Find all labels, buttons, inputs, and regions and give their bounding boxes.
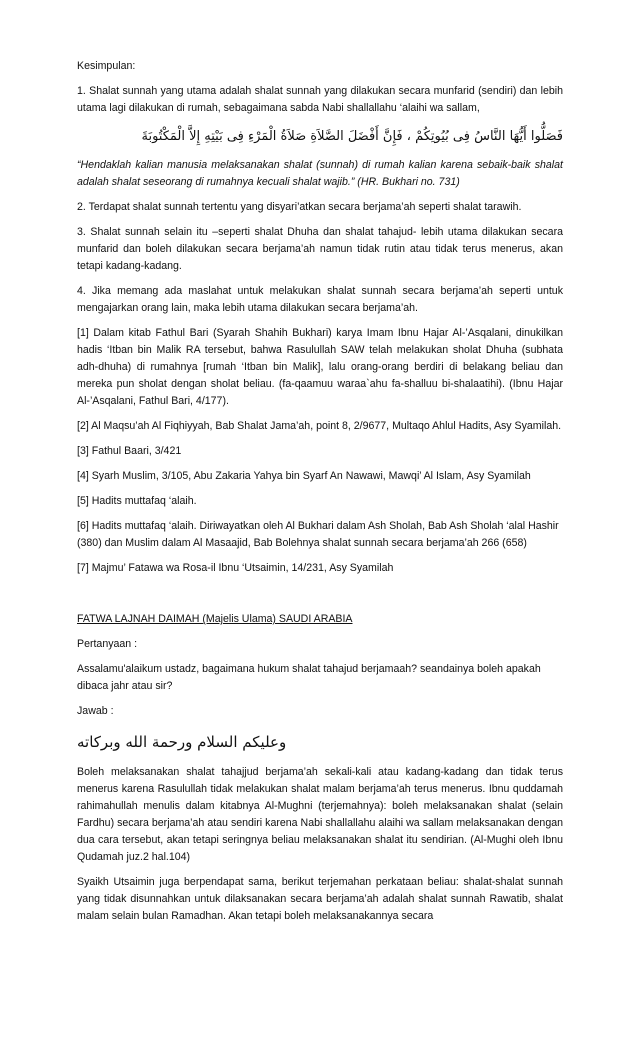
- question-label: Pertanyaan :: [77, 638, 138, 650]
- answer-label: Jawab :: [77, 705, 114, 717]
- question-text: Assalamu'alaikum ustadz, bagaimana hukum shalat tahajud berjamaah? seandainya boleh apakah dibaca jahr atau sir?: [77, 663, 541, 692]
- arabic-hadith: فَصَلُّوا أَيُّهَا النَّاسُ فِى بُيُوتِكُمْ ، فَإِنَّ أَفْضَلَ الصَّلاَةِ صَلاَةُ الْمَرْءِ فِى بَيْتِهِ إِلاَّ الْمَكْتُوبَةَ: [141, 129, 563, 144]
- footnote-5: [5] Hadits muttafaq ‘alaih.: [77, 495, 197, 507]
- fatwa-title: FATWA LAJNAH DAIMAH (Majelis Ulama) SAUDI ARABIA: [77, 613, 353, 625]
- conclusion-point-4: 4. Jika memang ada maslahat untuk melakukan shalat sunnah secara berjama’ah seperti untuk mengajarkan orang lain, maka lebih utama dilakukan secara berjama’ah.: [77, 285, 563, 314]
- section-spacer: [77, 585, 563, 611]
- conclusion-heading: Kesimpulan:: [77, 60, 136, 72]
- hadith-translation: “Hendaklah kalian manusia melaksanakan shalat (sunnah) di rumah kalian karena sebaik-baik shalat adalah shalat seseorang di rumahnya kecuali shalat wajib.” (HR. Bukhari no. 731): [77, 159, 563, 188]
- conclusion-point-3: 3. Shalat sunnah selain itu –seperti shalat Dhuha dan shalat tahajud- lebih utama dilakukan secara munfarid dan boleh dilakukan secara berjama’ah namun tidak rutin atau tidak terus menerus, akan tetapi kadang-kadang.: [77, 226, 563, 272]
- arabic-salam: وعليكم السلام ورحمة الله وبركاته: [77, 733, 287, 751]
- answer-paragraph-2: Syaikh Utsaimin juga berpendapat sama, berikut terjemahan perkataan beliau: shalat-shalat sunnah yang tidak disunnahkan untuk dilaksanakan secara berjama’ah adalah shalat sunnah Rawatib, shalat malam selain bulan Ramadhan. Akan tetapi boleh melaksanakannya secara: [77, 876, 563, 922]
- footnote-2: [2] Al Maqsu’ah Al Fiqhiyyah, Bab Shalat Jama’ah, point 8, 2/9677, Multaqo Ahlul Hadits, Asy Syamilah.: [77, 420, 562, 432]
- footnote-7: [7] Majmu’ Fatawa wa Rosa-il Ibnu ‘Utsaimin, 14/231, Asy Syamilah: [77, 562, 394, 574]
- footnote-6: [6] Hadits muttafaq ‘alaih. Diriwayatkan oleh Al Bukhari dalam Ash Sholah, Bab Ash Sholah ‘alal Hashir (380) dan Muslim dalam Al Masaajid, Bab Bolehnya shalat sunnah secara berjama’ah 266 (658): [77, 520, 559, 549]
- conclusion-point-2: 2. Terdapat shalat sunnah tertentu yang disyari’atkan secara berjama’ah seperti shalat tarawih.: [77, 201, 522, 213]
- answer-paragraph-1: Boleh melaksanakan shalat tahajjud berjama’ah sekali-kali atau kadang-kadang dan tidak terus menerus karena Rasulullah tidak melakukan shalat malam berjama’ah terus menerus. Ibnu quddamah rahimahullah menulis dalam kitabnya Al-Mughni (terjemahnya): boleh melaksanakan shalat (selain Fardhu) secara berjama’ah atau sendiri karena Nabi shallallahu alaihi wa sallam melaksanakan dengan dua cara tersebut, akan tetapi seringnya beliau melaksanakan shalat itu sendirian. (Al-Mughi oleh Ibnu Qudamah juz.2 hal.104): [77, 766, 563, 863]
- conclusion-point-1: 1. Shalat sunnah yang utama adalah shalat sunnah yang dilakukan secara munfarid (sendiri) dan lebih utama lagi dilakukan di rumah, sebagaimana sabda Nabi shallallahu ‘alaihi wa sallam,: [77, 85, 563, 114]
- footnote-3: [3] Fathul Baari, 3/421: [77, 445, 182, 457]
- footnote-4: [4] Syarh Muslim, 3/105, Abu Zakaria Yahya bin Syarf An Nawawi, Mawqi’ Al Islam, Asy Syamilah: [77, 470, 531, 482]
- document-content: [77, 58, 563, 933]
- footnote-1: [1] Dalam kitab Fathul Bari (Syarah Shahih Bukhari) karya Imam Ibnu Hajar Al-’Asqalani, dinukilkan hadis ‘Itban bin Malik RA tersebut, bahwa Rasulullah SAW telah melakukan sholat Dhuha (subhata adh-dhuha) di rumahnya [rumah ‘Itban bin Malik], lalu orang-orang berdiri di belakang beliau dan mereka pun sholat dengan sholat beliau. (fa-qaamuu waraa`ahu fa-shalluu bi-shalaatihi). (Ibnu Hajar Al-’Asqalani, Fathul Bari, 4/177).: [77, 327, 563, 407]
